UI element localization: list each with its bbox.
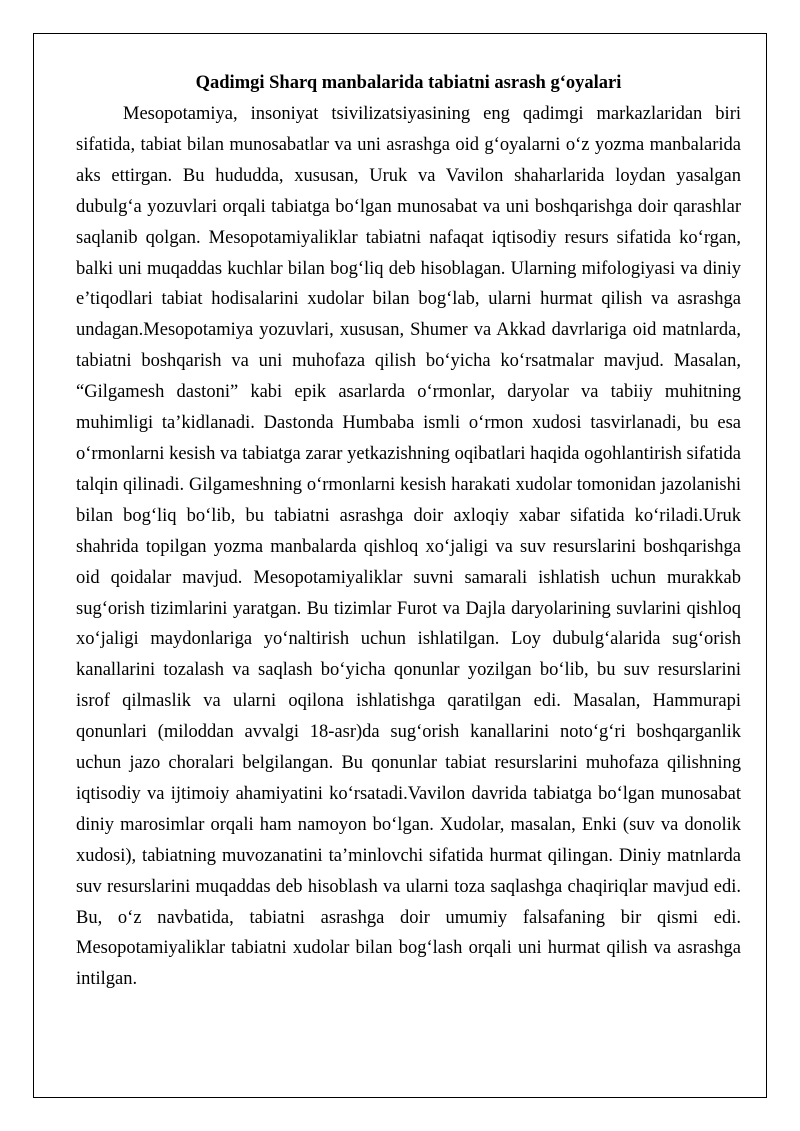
document-title: Qadimgi Sharq manbalarida tabiatni asrash g‘oyalari [195, 73, 622, 93]
body-paragraph: Mesopotamiya, insoniyat tsivilizatsiyasining eng qadimgi markazlaridan biri sifatida, tabiat bilan munosabatlar va uni asrashga oid g‘oyalarni o‘z yozma manbalarida aks ettirgan. Bu hududda, xususan, Uruk va Vavilon shaharlarida loydan yasalgan dubulg‘a yozuvlari orqali tabiatga bo‘lgan munosabat va uni boshqarishga doir qarashlar saqlanib qolgan. Mesopotamiyaliklar tabiatni nafaqat iqtisodiy resurs sifatida ko‘rgan, balki uni muqaddas kuchlar bilan bog‘liq deb hisoblagan. Ularning mifologiyasi va diniy e’tiqodlari tabiat hodisalarini xudolar bilan bog‘lab, ularni hurmat qilish va asrashga undagan.Mesopotamiya yozuvlari, xususan, Shumer va Akkad davrlariga oid matnlarda, tabiatni boshqarish va uni muhofaza qilish bo‘yicha ko‘rsatmalar mavjud. Masalan, “Gilgamesh dastoni” kabi epik asarlarda o‘rmonlar, daryolar va tabiiy muhitning muhimligi ta’kidlanadi. Dastonda Humbaba ismli o‘rmon xudosi tasvirlanadi, bu esa o‘rmonlarni kesish va tabiatga zarar yetkazishning oqibatlari haqida ogohlantirish sifatida talqin qilinadi. Gilgameshning o‘rmonlarni kesish harakati xudolar tomonidan jazolanishi bilan bog‘liq bo‘lib, bu tabiatni asrashga doir axloqiy xabar sifatida ko‘riladi.Uruk shahrida topilgan yozma manbalarda qishloq xo‘jaligi va suv resurslarini boshqarishga oid qoidalar mavjud. Mesopotamiyaliklar suvni samarali ishlatish uchun murakkab sug‘orish tizimlarini yaratgan. Bu tizimlar Furot va Dajla daryolarining suvlarini qishloq xo‘jaligi maydonlariga yo‘naltirish uchun ishlatilgan. Loy dubulg‘alarida sug‘orish kanallarini tozalash va saqlash bo‘yicha qonunlar yozilgan bo‘lib, bu suv resurslarini isrof qilmaslik va ularni oqilona ishlatishga qaratilgan edi. Masalan, Hammurapi qonunlari (miloddan avvalgi 18-asr)da sug‘orish kanallarini noto‘g‘ri boshqarganlik uchun jazo choralari belgilangan. Bu qonunlar tabiat resurslarini muhofaza qilishning iqtisodiy va ijtimoiy ahamiyatini ko‘rsatadi.Vavilon davrida tabiatga bo‘lgan munosabat diniy marosimlar orqali ham namoyon bo‘lgan. Xudolar, masalan, Enki (suv va donolik xudosi), tabiatning muvozanatini ta’minlovchi sifatida hurmat qilingan. Diniy matnlarda suv resurslarini muqaddas deb hisoblash va ularni toza saqlashga chaqiriqlar mavjud edi. Bu, o‘z navbatida, tabiatni asrashga doir umumiy falsafaning bir qismi edi. Mesopotamiyaliklar tabiatni xudolar bilan bog‘lash orqali uni hurmat qilish va asrashga intilgan. [76, 104, 741, 990]
document-content [76, 69, 741, 995]
